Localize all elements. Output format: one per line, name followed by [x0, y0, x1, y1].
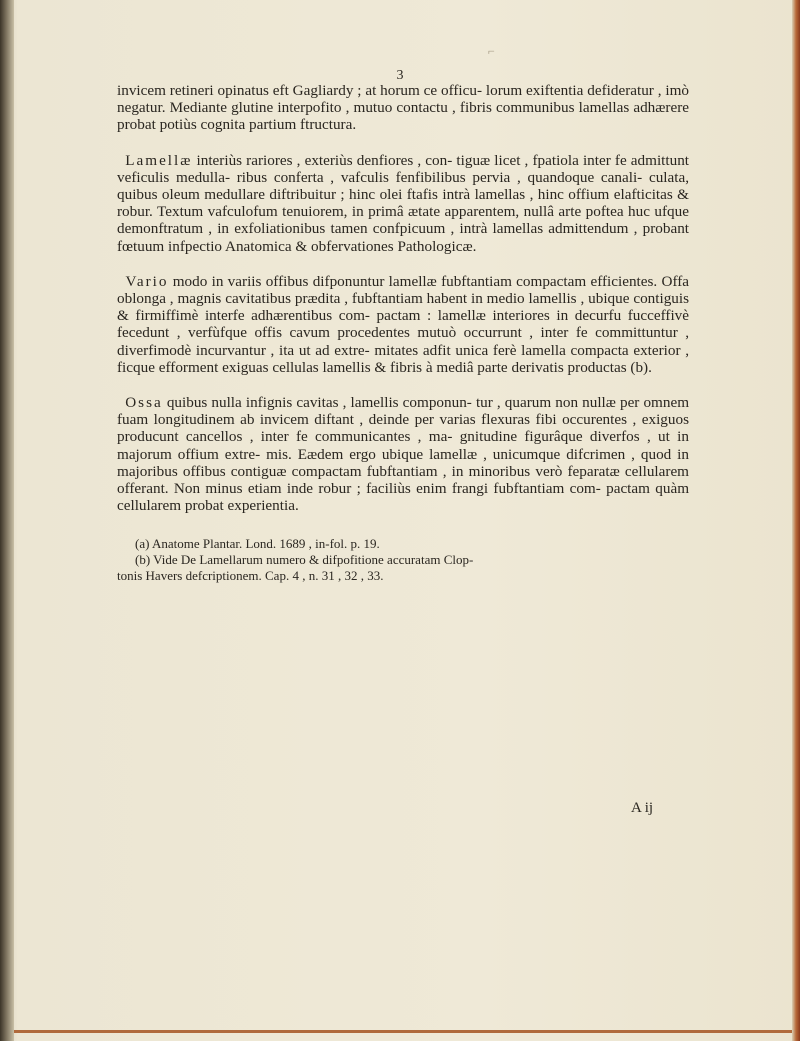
paragraph-lead-word: Ossa	[125, 394, 163, 412]
text-line: modo in variis offibus difponuntur lamellæ	[172, 272, 437, 290]
paragraph-4	[117, 394, 689, 514]
text-line: interpofito , mutuo contactu , fibris communibus lamellas	[277, 99, 630, 117]
text-line: quod in majoribus offibus contiguæ compactam fubftantiam ,	[117, 445, 689, 480]
text-line: infpectio Anatomica & obfervationes Pathologicæ.	[168, 237, 477, 255]
text-line: culata, quibus oleum medullare diftribuitur ; hinc olei ftafis	[117, 168, 690, 204]
text-line: cavitatibus prædita , fubftantiam habent in medio lamellis ,	[225, 290, 585, 308]
text-line: vafculofum tenuiorem, in primâ ætate apparentem, nullâ arte	[207, 203, 582, 221]
text-line: poftea huc ufque demonftratum , in exfoliationibus tamen	[117, 203, 689, 238]
footnote-b: (b) Vide De Lamellarum numero & difpofitione accuratam Clop-	[135, 552, 474, 568]
text-line: ubique contiguis & firmiffimè interfe adhærentibus com-	[117, 290, 690, 325]
text-line: fe committuntur , diverfimodè incurvantur , ita ut ad extre-	[117, 324, 690, 359]
text-line: in minoribus verò feparatæ cellularem offerant. Non minus	[117, 462, 689, 498]
book-binding-edge	[0, 0, 14, 1041]
text-line: intrà lamellas , hinc offium elafticitas & robur. Textum	[117, 186, 689, 221]
paragraph-lead-word: Lamellæ	[125, 151, 193, 169]
paragraph-2	[117, 152, 689, 255]
text-line: adhærere probat potiùs cognita partium ftructura.	[117, 99, 689, 134]
text-line: gnitudine figurâque diverfos , ut in majorum offium extre-	[117, 428, 689, 463]
text-line: tur , quarum non nullæ per omnem fuam longitudinem ab	[117, 394, 690, 429]
footnotes	[117, 536, 689, 584]
page-right-edge	[792, 0, 800, 1041]
page-number: 3	[396, 68, 404, 83]
paragraph-1	[117, 82, 689, 134]
text-line: confpicuum , intrà lamellas admittendum , probant fœtuum	[117, 220, 690, 255]
text-line: derivatis productas (b).	[511, 358, 652, 376]
body-text	[117, 82, 689, 584]
text-line: lorum exiftentia defideratur , imò negatur. Mediante glutine	[117, 82, 689, 117]
paragraph-lead-word: Vario	[125, 272, 169, 290]
footnote-a: (a) Anatome Plantar. Lond. 1689 , in-fol. p. 19.	[135, 536, 380, 552]
text-line: efforment exiguas cellulas lamellis & fibris à mediâ parte	[158, 358, 508, 376]
text-line: tiguæ licet , fpatiola inter fe admittunt veficulis medulla-	[117, 151, 690, 186]
text-line: mis. Eædem ergo ubique lamellæ , unicumque difcrimen ,	[266, 445, 635, 463]
footnote-b-continued: tonis Havers defcriptionem. Cap. 4 , n. 31 , 32 , 33.	[117, 568, 384, 584]
text-line: exiguos producunt cancellos , inter fe communicantes , ma-	[117, 411, 689, 446]
text-line: mitates adfit unica ferè lamella compacta exterior , ficque	[117, 341, 689, 376]
pencil-mark: ⌐	[488, 44, 495, 58]
text-line: fubftantiam compactam efficientes. Offa oblonga , magnis	[117, 272, 690, 308]
text-line: invicem retineri opinatus eft Gagliardy ; at horum ce officu-	[117, 82, 483, 99]
text-line: pactam : lamellæ interiores in decurfu fucceffivè fecedunt ,	[117, 307, 690, 342]
paragraph-3	[117, 273, 689, 376]
text-line: invicem diftant , deinde per varias flexuras fibi occurentes ,	[259, 411, 637, 429]
text-line: verfùfque offis cavum procedentes mutuò occurrunt , inter	[187, 324, 569, 342]
text-line: quibus nulla infignis cavitas , lamellis componun-	[166, 394, 472, 412]
text-line: pactam quàm cellularem probat experientia.	[117, 480, 690, 515]
text-line: ribus conferta , vafculis fenfibilibus pervia , quandoque canali-	[236, 168, 643, 186]
text-line: etiam inde robur ; faciliùs enim frangi fubftantiam com-	[247, 480, 601, 498]
text-line: interiùs rariores , exteriùs denfiores , con-	[196, 151, 453, 169]
signature-mark: A ij	[631, 800, 654, 816]
page-bottom-edge	[14, 1030, 792, 1033]
